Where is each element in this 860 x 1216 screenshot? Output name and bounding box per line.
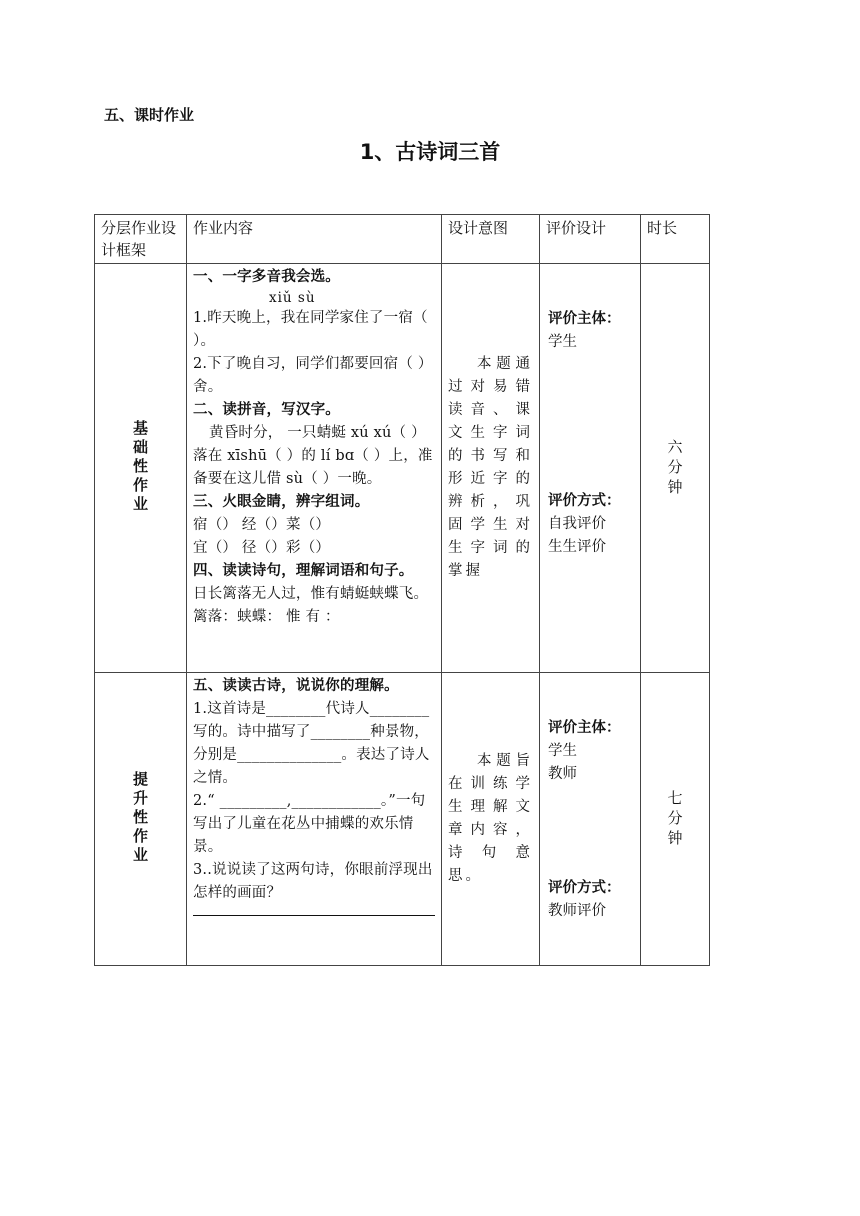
question-line: 3..说说读了这两句诗，你眼前浮现出怎样的画面？: [193, 862, 433, 901]
question-heading: 五、读读古诗，说说你的理解。: [193, 678, 399, 694]
table-row: [95, 673, 710, 966]
question-line: 黄昏时分， 一只蜻蜓 xú xú（ ）落在 xīshū（ ）的 lí bɑ（ ）上，准备要在这儿借 sù（ ）一晚。: [193, 425, 433, 487]
pinyin-line: xiǔ sù: [269, 290, 316, 306]
question-line: 宜（） 径（）彩（）: [193, 540, 331, 556]
eval-subject: [548, 308, 636, 354]
category-cell: [95, 673, 187, 966]
eval-method-label: 评价方式：: [548, 880, 621, 896]
eval-method: [548, 490, 636, 559]
question-line: 宿（） 经（）菜（）: [193, 517, 331, 533]
question-line: 2.“ _________,____________。”一句写出了儿童在花丛中捕蝶的欢乐情景。: [193, 793, 426, 855]
section-heading: 五、课时作业: [104, 106, 195, 124]
eval-subject: [548, 717, 636, 786]
evaluation-cell: [540, 264, 641, 673]
header-content: 作业内容: [187, 215, 442, 264]
evaluation-cell: [540, 673, 641, 966]
answer-blank-line[interactable]: [193, 907, 435, 916]
header-intent: 设计意图: [442, 215, 540, 264]
intent-text: 本题通过对易错读音、课文生字词的书写和形近字的辨析，巩固学生对生字词的掌握: [448, 356, 533, 579]
header-evaluation: 评价设计: [540, 215, 641, 264]
duration-label: 七分钟: [667, 788, 683, 847]
question-line: 1.昨天晚上，我在同学家住了一宿（ ）。: [193, 310, 428, 349]
duration-label: 六分钟: [667, 437, 683, 496]
question-line: 篱落：蛱蝶： 惟 有 ：: [193, 609, 340, 625]
question-line: 1.这首诗是________代诗人________写的。诗中描写了________种景物，分别是______________。表达了诗人之情。: [193, 701, 430, 786]
eval-method-value: 教师评价: [548, 903, 606, 919]
duration-cell: [641, 264, 710, 673]
header-duration: 时长: [641, 215, 710, 264]
category-label: 提升性作业: [132, 770, 148, 864]
eval-subject-label: 评价主体：: [548, 311, 621, 327]
question-line: 2.下了晚自习，同学们都要回宿（ ）舍。: [193, 356, 433, 395]
intent-cell: [442, 673, 540, 966]
table-header-row: [95, 215, 710, 264]
intent-cell: [442, 264, 540, 673]
question-heading: 二、读拼音，写汉字。: [193, 402, 340, 418]
eval-subject-value: 学生: [548, 334, 577, 350]
question-heading: 四、读读诗句，理解词语和句子。: [193, 563, 414, 579]
category-label: 基础性作业: [132, 419, 148, 513]
document-title: 1、古诗词三首: [359, 140, 501, 164]
question-heading: 一、一字多音我会选。: [193, 269, 340, 285]
eval-subject-label: 评价主体：: [548, 720, 621, 736]
duration-cell: [641, 673, 710, 966]
eval-method-value: 生生评价: [548, 539, 606, 555]
intent-text: 本题旨在训练学生理解文章内容，诗句意思。: [448, 753, 533, 884]
eval-subject-value: 学生: [548, 743, 577, 759]
content-cell: [187, 673, 442, 966]
content-cell: [187, 264, 442, 673]
eval-subject-value: 教师: [548, 766, 577, 782]
table-row: [95, 264, 710, 673]
header-framework: 分层作业设计框架: [95, 215, 187, 264]
eval-method-label: 评价方式：: [548, 493, 621, 509]
homework-table: [94, 214, 710, 966]
eval-method-value: 自我评价: [548, 516, 606, 532]
eval-method: [548, 877, 636, 923]
question-heading: 三、火眼金睛，辨字组词。: [193, 494, 370, 510]
question-line: 日长篱落无人过，惟有蜻蜓蛱蝶飞。: [193, 586, 429, 602]
category-cell: [95, 264, 187, 673]
